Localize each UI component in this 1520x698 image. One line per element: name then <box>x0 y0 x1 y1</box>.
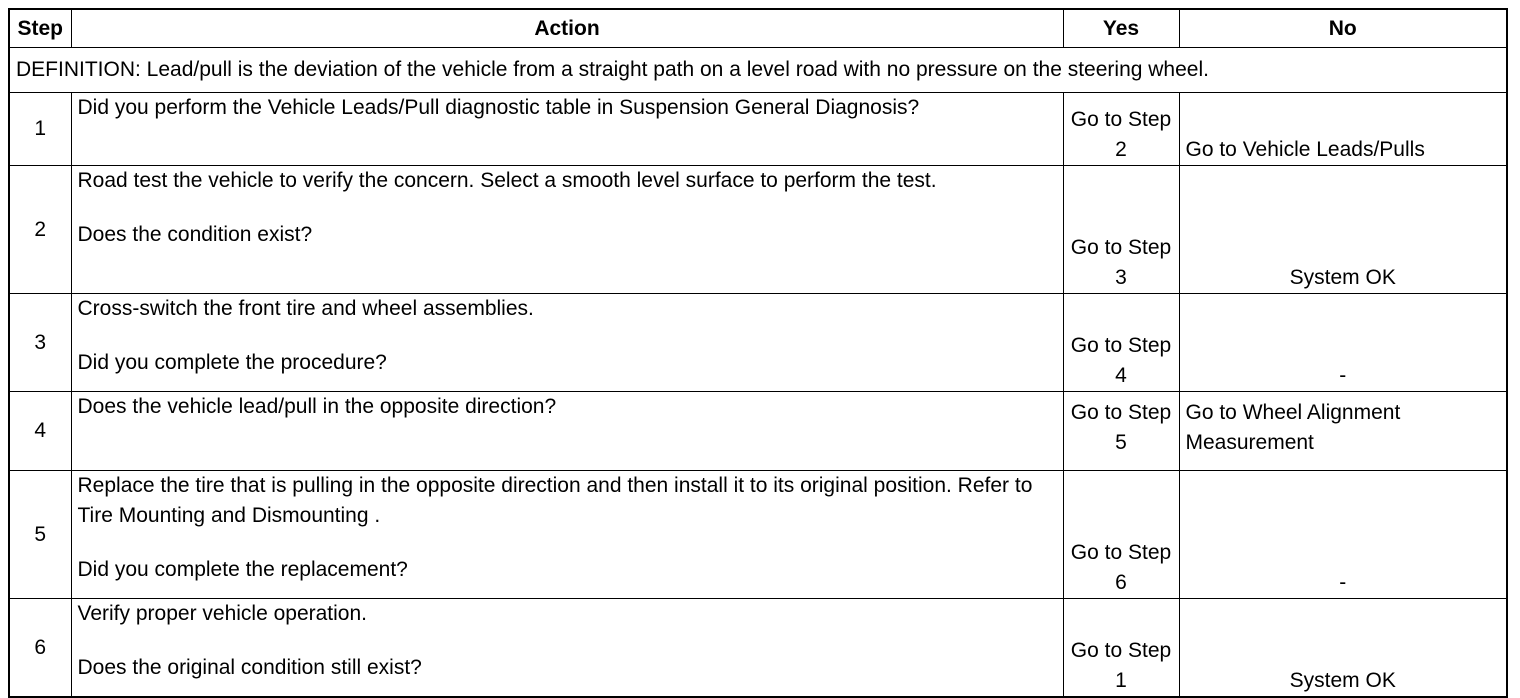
no-cell: - <box>1179 471 1507 599</box>
header-action: Action <box>71 9 1063 48</box>
action-text: Replace the tire that is pulling in the opposite direction and then install it to its original position. Refer to Tire Mounting and Dismounting . <box>77 474 1033 527</box>
action-cell <box>71 294 1063 392</box>
action-text: Road test the vehicle to verify the concern. Select a smooth level surface to perform the test. <box>77 169 937 192</box>
diagnostic-table <box>8 8 1508 698</box>
table-row <box>9 471 1507 599</box>
table-row <box>9 599 1507 698</box>
table-row <box>9 392 1507 471</box>
step-number: 6 <box>9 599 71 698</box>
no-cell: - <box>1179 294 1507 392</box>
action-cell <box>71 392 1063 471</box>
action-cell <box>71 599 1063 698</box>
step-number: 3 <box>9 294 71 392</box>
yes-cell: Go to Step 1 <box>1063 599 1179 698</box>
header-yes: Yes <box>1063 9 1179 48</box>
header-no: No <box>1179 9 1507 48</box>
no-cell: System OK <box>1179 166 1507 294</box>
table-row <box>9 166 1507 294</box>
no-cell: Go to Vehicle Leads/Pulls <box>1179 93 1507 166</box>
action-cell <box>71 166 1063 294</box>
table-row <box>9 294 1507 392</box>
table-row <box>9 93 1507 166</box>
action-question: Does the condition exist? <box>77 223 313 246</box>
action-text: Cross-switch the front tire and wheel assemblies. <box>77 297 534 320</box>
action-text: Verify proper vehicle operation. <box>77 602 367 625</box>
definition-row <box>9 48 1507 93</box>
action-question: Did you complete the procedure? <box>77 351 387 374</box>
header-row <box>9 9 1507 48</box>
yes-cell: Go to Step 6 <box>1063 471 1179 599</box>
step-number: 4 <box>9 392 71 471</box>
yes-cell: Go to Step 5 <box>1063 392 1179 471</box>
action-text: Did you perform the Vehicle Leads/Pull diagnostic table in Suspension General Diagnosis? <box>77 96 920 119</box>
action-text: Does the vehicle lead/pull in the opposite direction? <box>77 395 557 418</box>
action-question: Did you complete the replacement? <box>77 558 408 581</box>
action-cell <box>71 471 1063 599</box>
definition-text: DEFINITION: Lead/pull is the deviation of the vehicle from a straight path on a level road with no pressure on the steering wheel. <box>9 48 1507 93</box>
step-number: 1 <box>9 93 71 166</box>
no-cell: Go to Wheel Alignment Measurement <box>1179 392 1507 471</box>
yes-cell: Go to Step 4 <box>1063 294 1179 392</box>
no-cell: System OK <box>1179 599 1507 698</box>
header-step: Step <box>9 9 71 48</box>
action-cell <box>71 93 1063 166</box>
step-number: 2 <box>9 166 71 294</box>
step-number: 5 <box>9 471 71 599</box>
yes-cell: Go to Step 3 <box>1063 166 1179 294</box>
action-question: Does the original condition still exist? <box>77 656 422 679</box>
yes-cell: Go to Step 2 <box>1063 93 1179 166</box>
